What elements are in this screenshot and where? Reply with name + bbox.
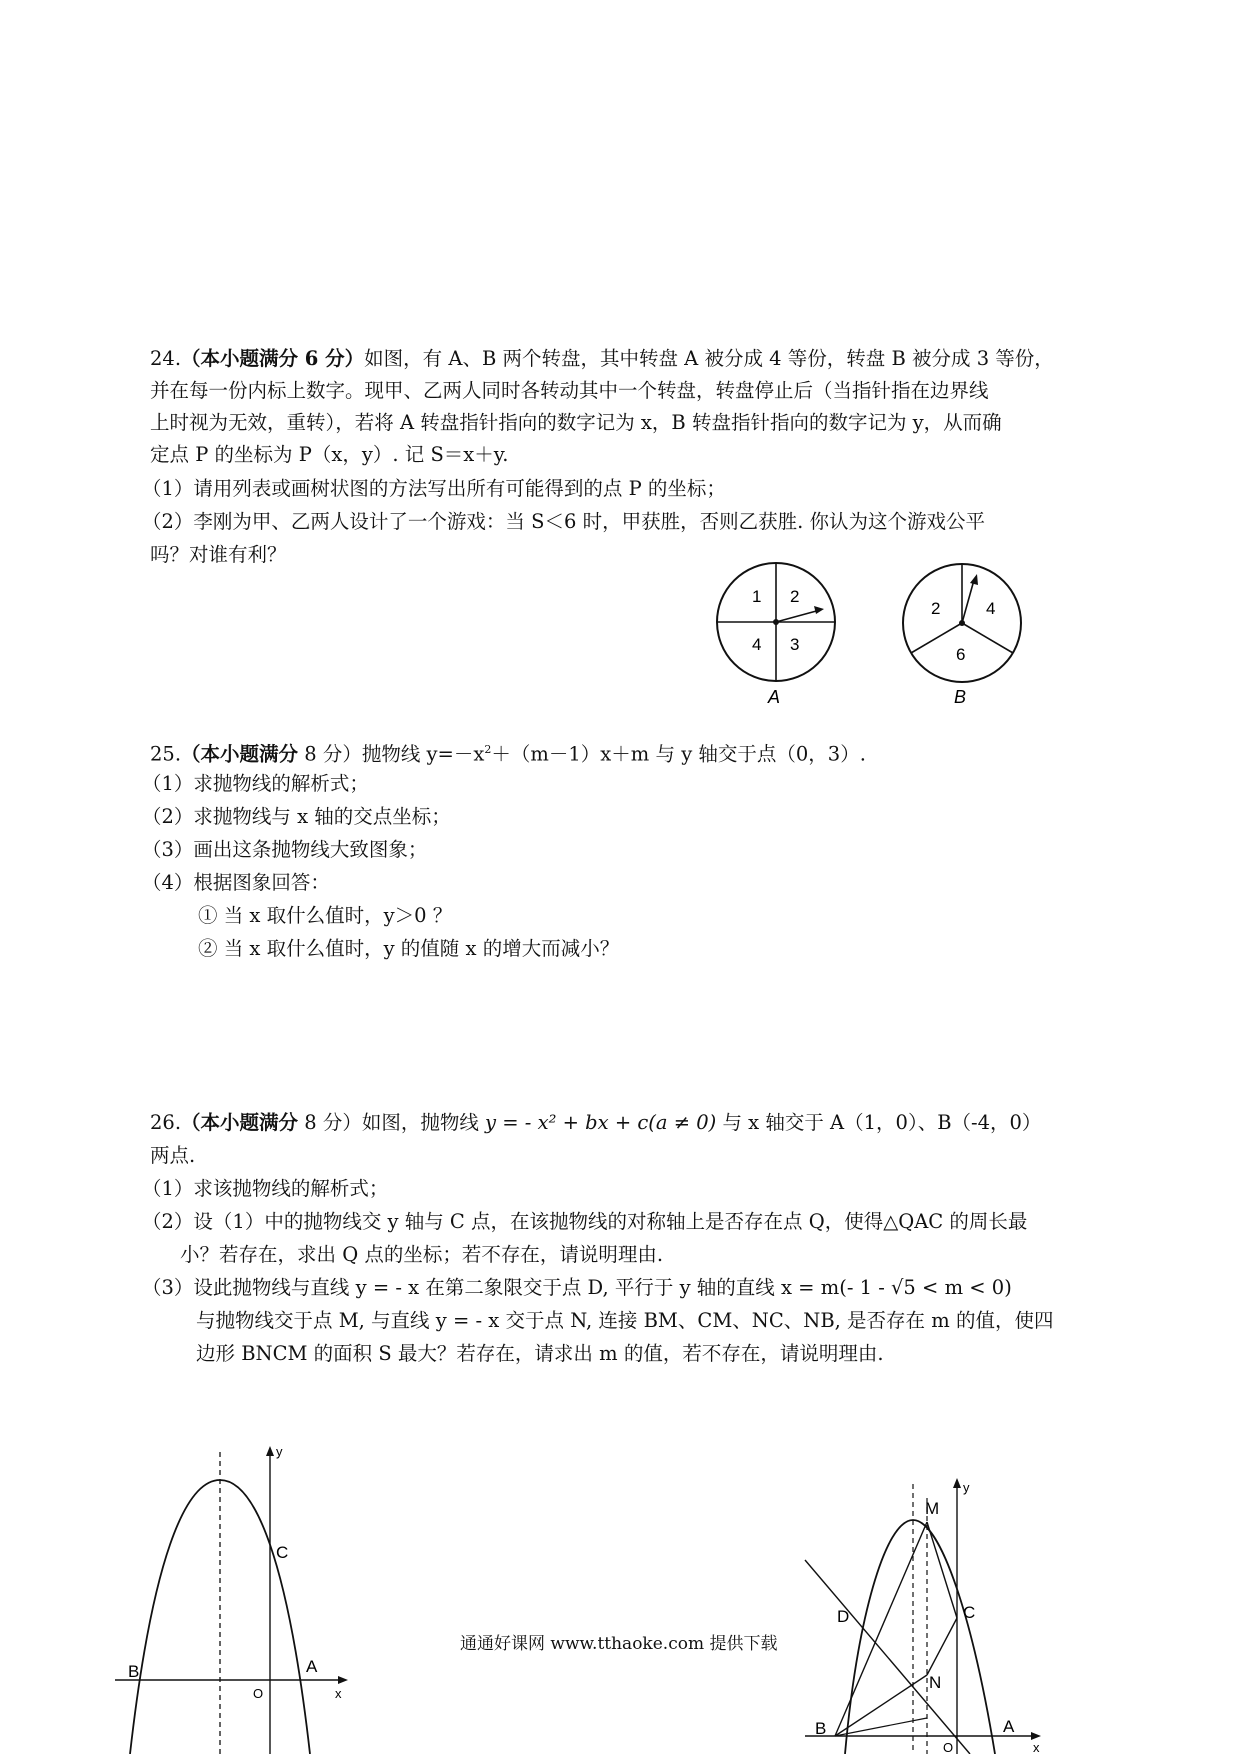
spinner-a <box>717 563 835 707</box>
q24-sub-2-cont: 吗？对谁有利？ <box>150 543 287 566</box>
x-axis-arrow-icon <box>1031 1732 1041 1740</box>
q26-sub-2: （2）设（1）中的抛物线交 y 轴与 C 点，在该抛物线的对称轴上是否存在点 Q，使得△QAC 的周长最 <box>142 1210 1028 1233</box>
q24-number: 24. <box>150 347 182 370</box>
point-a-label: A <box>306 1657 318 1676</box>
q26-stem-cont: 两点. <box>150 1144 196 1167</box>
q24-sub-1: （1）请用列表或画树状图的方法写出所有可能得到的点 P 的坐标； <box>142 477 726 500</box>
q25-sub-1: （1）求抛物线的解析式； <box>142 772 369 795</box>
q25-sub-2: （2）求抛物线与 x 轴的交点坐标； <box>142 805 451 828</box>
q25-stem <box>150 738 866 767</box>
point-a-label: A <box>1003 1717 1015 1736</box>
q24-score: （本小题满分 6 分） <box>181 347 365 370</box>
q26-score-bold: （本小题满分 <box>181 1111 299 1134</box>
q25-item-2: ② 当 x 取什么值时，y 的值随 x 的增大而减小？ <box>198 937 620 960</box>
q26-stem-a: 如图，抛物线 <box>361 1111 486 1134</box>
q26-sub-3: （3）设此抛物线与直线 y = - x 在第二象限交于点 D, 平行于 y 轴的直线 x = m(- 1 - √5 < m < 0) <box>142 1276 1012 1299</box>
point-d-label: D <box>837 1607 850 1626</box>
spinner-a-sector-2: 2 <box>790 587 800 606</box>
q25-sub-3: （3）画出这条抛物线大致图象； <box>142 838 428 861</box>
x-axis-label: x <box>1033 1740 1040 1754</box>
q24-line-1 <box>150 347 1054 371</box>
spinner-b-pointer <box>962 580 974 623</box>
origin-label: O <box>253 1686 264 1701</box>
spinner-a-sector-1: 1 <box>752 587 762 606</box>
q26-sub-1: （1）求该抛物线的解析式； <box>142 1177 389 1200</box>
q25-score-rest: 8 分） <box>298 742 362 766</box>
q25-sub-4: （4）根据图象回答： <box>142 871 330 894</box>
q26-number: 26. <box>150 1111 182 1134</box>
spinner-a-sector-3: 3 <box>790 635 800 654</box>
spinner-b-sector-6: 6 <box>956 645 966 664</box>
q26-sub-3-cont-1: 与抛物线交于点 M, 与直线 y = - x 交于点 N, 连接 BM、CM、NC、NB, 是否存在 m 的值，使四 <box>196 1309 1054 1332</box>
x-axis-label: x <box>335 1686 342 1701</box>
y-axis-arrow-icon <box>266 1446 274 1456</box>
right-parabola-figure <box>795 1470 1055 1754</box>
arrow-icon <box>814 606 824 614</box>
q25-item-1: ① 当 x 取什么值时，y＞0 ？ <box>198 904 453 927</box>
q24-line-4: 定点 P 的坐标为 P（x，y）. 记 S＝x＋y. <box>150 443 509 466</box>
spinner-b <box>903 564 1021 707</box>
q25-score-bold: （本小题满分 <box>181 742 299 766</box>
q26-sub-3-cont-2: 边形 BNCM 的面积 S 最大？若存在，请求出 m 的值，若不存在，请说明理由. <box>196 1342 884 1365</box>
point-b-label: B <box>815 1719 827 1738</box>
y-axis-label: y <box>276 1444 283 1459</box>
spinner-a-label: A <box>768 687 781 707</box>
left-parabola-figure <box>110 1440 370 1754</box>
spinner-a-sector-4: 4 <box>752 635 762 654</box>
y-axis-label: y <box>963 1480 970 1495</box>
q25-stem-b: ＋（m－1）x＋m 与 y 轴交于点（0，3）. <box>491 742 866 766</box>
segment-nc <box>927 1618 957 1675</box>
x-axis-arrow-icon <box>338 1676 348 1684</box>
point-c-label: C <box>963 1603 976 1622</box>
q26-sub-2-cont: 小？若存在，求出 Q 点的坐标；若不存在，请说明理由. <box>180 1243 664 1266</box>
q26-score-rest: 8 分） <box>298 1111 362 1134</box>
point-b-label: B <box>128 1662 140 1681</box>
spinner-b-sector-4: 4 <box>986 599 996 618</box>
q24-line-3: 上时视为无效，重转），若将 A 转盘指针指向的数字记为 x，B 转盘指针指向的数字记为 y，从而确 <box>150 411 1002 434</box>
point-m-label: M <box>925 1499 940 1518</box>
spinner-b-label: B <box>954 687 967 707</box>
point-n-label: N <box>929 1673 942 1692</box>
spinner-a-pointer <box>776 610 820 622</box>
q24-sub-2: （2）李刚为甲、乙两人设计了一个游戏：当 S＜6 时，甲获胜，否则乙获胜. 你认为这个游戏公平 <box>142 510 985 533</box>
q26-stem <box>150 1111 1041 1135</box>
q25-stem-sup: 2 <box>484 743 492 756</box>
segment-cm <box>927 1522 957 1618</box>
q26-stem-b: 与 x 轴交于 A（1，0）、B（-4，0） <box>716 1111 1042 1134</box>
spinner-figure <box>700 560 1040 715</box>
point-c-label: C <box>276 1543 289 1562</box>
q25-number: 25. <box>150 742 182 766</box>
line-y-neg-x <box>805 1560 970 1754</box>
origin-label: O <box>943 1740 954 1754</box>
y-axis-arrow-icon <box>953 1478 961 1488</box>
arrow-icon <box>970 574 978 585</box>
q24-stem-1: 如图，有 A、B 两个转盘，其中转盘 A 被分成 4 等份，转盘 B 被分成 3 等份， <box>364 347 1054 370</box>
q24-line-2: 并在每一份内标上数字。现甲、乙两人同时各转动其中一个转盘，转盘停止后（当指针指在边界线 <box>150 379 989 402</box>
spinner-b-sector-2: 2 <box>931 599 941 618</box>
q26-formula: y = - x² + bx + c(a ≠ 0) <box>485 1111 717 1134</box>
q25-stem-a: 抛物线 y=－x <box>361 742 485 766</box>
footer-download-note: 通通好课网 www.tthaoke.com 提供下载 <box>460 1634 778 1654</box>
